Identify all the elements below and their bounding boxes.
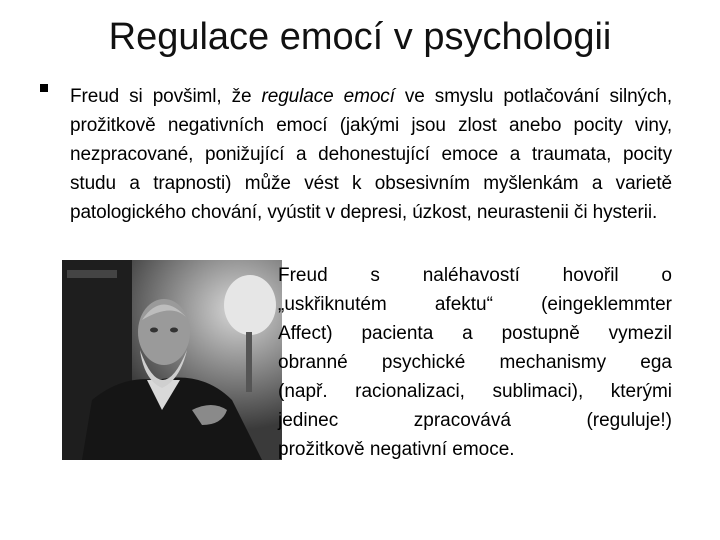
side-text-line: „uskřiknutém afektu“ (eingeklemmter	[278, 294, 672, 315]
side-text-line: Freud s naléhavostí hovořil o	[278, 265, 672, 286]
side-text-line: jedinec zpracovává (reguluje!)	[278, 410, 672, 431]
bullet-text-start: Freud si povšiml, že	[70, 86, 262, 107]
side-text-line: obranné psychické mechanismy ega	[278, 352, 672, 373]
slide-title: Regulace emocí v psychologii	[108, 16, 612, 58]
side-text-line: (např. racionalizaci, sublimaci), kterými	[278, 381, 672, 402]
bullet-text-emphasis: regulace emocí	[261, 86, 395, 107]
portrait-photo	[62, 260, 282, 460]
side-text-line: Affect) pacienta a postupně vymezil	[278, 323, 672, 344]
side-text-line: prožitkově negativní emoce.	[278, 439, 515, 460]
portrait-image	[62, 260, 282, 460]
bullet-text-rest: ve smyslu potlačování silných, prožitkově negativních emocí (jakými jsou zlost anebo pocity viny, nezpracované, ponižující a dehonestující emoce a traumata, pocity studu a trapnosti) může vést k obsesivním myšlenkám a varietě patologického chování, vyústit v depresi, úzkost, neurastenii či hysterii.	[70, 86, 672, 223]
bullet-square-icon	[40, 84, 48, 92]
side-paragraph	[278, 261, 672, 464]
bullet-paragraph	[70, 82, 672, 227]
